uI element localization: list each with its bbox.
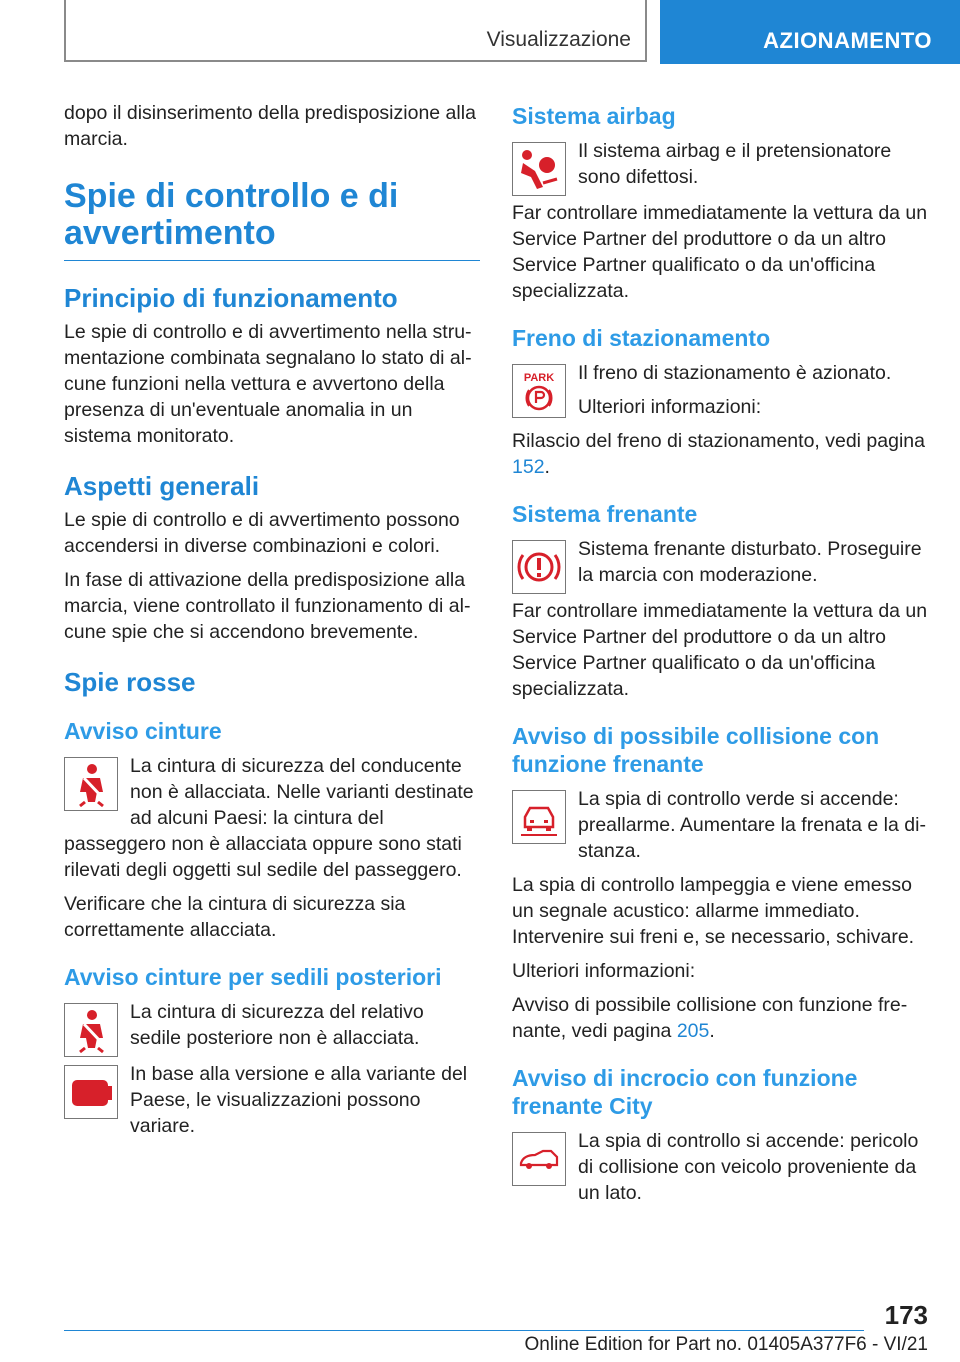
airbag-block (512, 138, 932, 200)
freno-text-1: Il freno di stazionamento è azionato. (578, 362, 892, 384)
freno-block (512, 360, 932, 428)
section-tab (64, 0, 647, 62)
incrocio-text-1: La spia di controllo si accende: pericolo di collisione con veicolo proveniente da un lato. (578, 1130, 919, 1204)
brake-warning-icon (512, 540, 566, 594)
aspetti-heading: Aspetti generali (64, 471, 260, 501)
cross-traffic-icon (512, 1132, 566, 1186)
rear-seats-icon (64, 1065, 118, 1119)
collisione-text-1: La spia di controllo verde si accende: preallarme. Aumentare la frenata e la distanza. (578, 788, 926, 862)
collisione-text-2: La spia di controllo lampeggia e viene emesso un segnale acustico: allarme immediato. Intervenire sui freni e, se necessario, schivare. (512, 874, 915, 948)
park-label: PARK (523, 372, 555, 384)
posteriori-text-2: In base alla versione e alla variante del Paese, le visualizzazioni possono variare. (130, 1063, 468, 1137)
posteriori-text-1: La cintura di sicurezza del relativo sedile posteriore non è allacciata. (130, 1001, 424, 1049)
left-column (64, 100, 480, 1147)
incrocio-heading: Avviso di incrocio con funzione frenante City (512, 1065, 858, 1119)
spie-rosse-heading: Spie rosse (64, 667, 196, 697)
collision-warning-icon (512, 790, 566, 844)
rear-seatbelt-icon (64, 1003, 118, 1057)
collisione-block (512, 786, 932, 872)
frenante-text-1: Sistema frenante disturbato. Proseguire la marcia con moderazione. (578, 538, 922, 586)
collisione-text-4: Avviso di possibile collisione con funzione frenante, vedi pagina 205. (512, 994, 908, 1042)
aspetti-text-2: In fase di attivazione della predisposizione alla marcia, viene controllato il funzionamento di alcune spie che si accendono brevemente. (64, 569, 471, 643)
page-number: 173 (884, 1300, 928, 1330)
page-link-152[interactable]: 152 (512, 456, 545, 478)
airbag-icon (512, 142, 566, 196)
page-link-205[interactable]: 205 (676, 1020, 710, 1042)
principio-text: Le spie di controllo e di avvertimento nella strumentazione combinata segnalano lo stato di alcune funzioni nella vettura e avvertono della presenza di un'eventuale anomalia in un sistema monitorato. (64, 321, 472, 447)
frenante-text-2: Far controllare immediatamente la vettura da un Service Partner del produttore o da un altro Service Partner qualificato o da un'officina specializzata. (512, 600, 928, 700)
freno-text-3: Rilascio del freno di stazionamento, vedi pagina 152. (512, 430, 925, 478)
incrocio-block (512, 1128, 932, 1214)
cinture-text-1: La cintura di sicurezza del conducente non è allacciata. Nelle varianti destinate ad alcuni Paesi: la cintura del passeggero non è allacciata oppure sono stati rilevati degli oggetti sul sedile del passeggero. (64, 755, 474, 881)
posteriori-block-1 (64, 999, 480, 1061)
posteriori-heading: Avviso cinture per sedili posteriori (64, 964, 442, 990)
collisione-heading: Avviso di possibile collisione con funzione frenante (512, 723, 880, 777)
airbag-text-1: Il sistema airbag e il pretensionatore sono difettosi. (578, 140, 892, 188)
freno-text-2: Ulteriori informazioni: (578, 396, 762, 418)
cinture-text-2: Verificare che la cintura di sicurezza sia correttamente allacciata. (64, 893, 406, 941)
freno-text-3-label: Rilascio del freno di stazionamento, vedi pagina (512, 430, 925, 452)
collisione-text-3: Ulteriori informazioni: (512, 960, 696, 982)
collisione-text-4-label: Avviso di possibile collisione con funzione frenante, vedi pagina (512, 994, 908, 1042)
footer-divider (64, 1330, 864, 1331)
seatbelt-icon (64, 757, 118, 811)
cinture-heading: Avviso cinture (64, 718, 222, 744)
airbag-text-2: Far controllare immediatamente la vettura da un Service Partner del produttore o da un altro Service Partner qualificato o da un'officina specializzata. (512, 202, 928, 302)
chapter-tab (660, 0, 960, 64)
freno-heading: Freno di stazionamento (512, 325, 771, 351)
page-title: Spie di controllo e di avvertimento (64, 178, 480, 261)
edition-text: Online Edition for Part no. 01405A377F6 - VI/21 (524, 1334, 928, 1355)
posteriori-block-2 (64, 1061, 480, 1147)
park-brake-icon (512, 364, 566, 418)
aspetti-text-1: Le spie di controllo e di avvertimento possono accendersi in diverse combinazioni e colori. (64, 509, 460, 557)
intro-text: dopo il disinserimento della predisposizione alla marcia. (64, 102, 476, 150)
principio-heading: Principio di funzionamento (64, 283, 398, 313)
cinture-block (64, 753, 480, 891)
right-column (512, 100, 932, 1214)
section-title: Visualizzazione (486, 28, 631, 51)
frenante-block (512, 536, 932, 598)
page-header (0, 0, 960, 66)
airbag-heading: Sistema airbag (512, 103, 676, 129)
chapter-title: AZIONAMENTO (763, 28, 932, 53)
frenante-heading: Sistema frenante (512, 501, 698, 527)
